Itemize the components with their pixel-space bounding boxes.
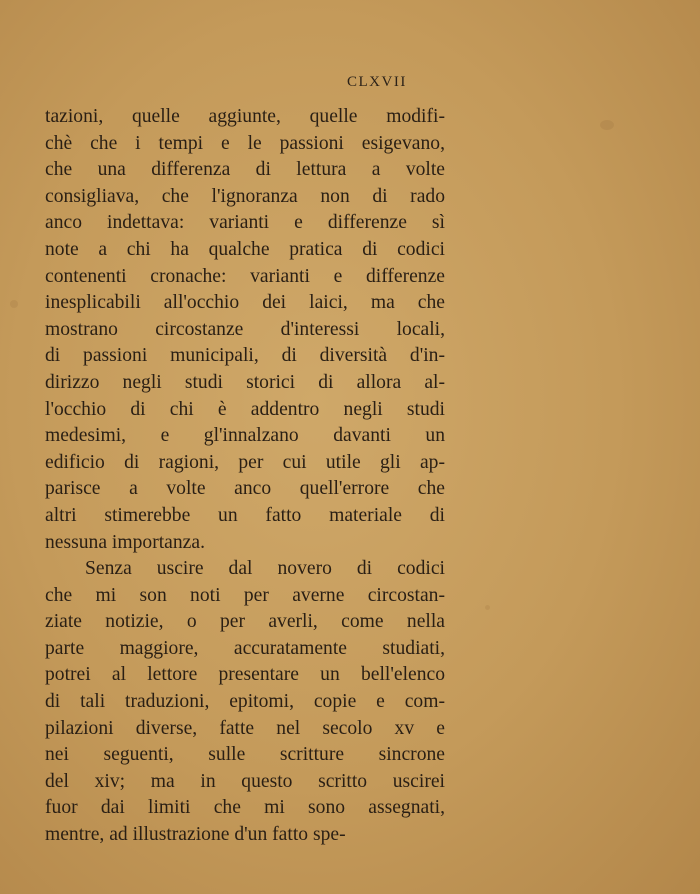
text-line: ziate notizie, o per averli, come nella: [45, 611, 445, 633]
text-line: nessuna importanza.: [45, 531, 205, 553]
text-line: anco indettava: varianti e differenze sì: [45, 212, 445, 234]
text-line: di passioni municipali, di diversità d'in-: [45, 345, 445, 367]
text-line: consigliava, che l'ignoranza non di rado: [45, 185, 445, 207]
text-line: mentre, ad illustrazione d'un fatto spe-: [45, 824, 346, 846]
body-text: [45, 104, 445, 849]
paragraph: [45, 556, 445, 849]
paper-spot: [10, 300, 18, 308]
text-line: contenenti cronache: varianti e differenze: [45, 265, 445, 287]
text-line: fuor dai limiti che mi sono assegnati,: [45, 797, 445, 819]
text-line: nei seguenti, sulle scritture sincrone: [45, 744, 445, 766]
text-line: chè che i tempi e le passioni esigevano,: [45, 132, 445, 154]
paper-spot: [485, 605, 490, 610]
paper-spot: [600, 120, 614, 130]
text-line: Senza uscire dal novero di codici: [85, 558, 445, 580]
text-line: medesimi, e gl'innalzano davanti un: [45, 425, 445, 447]
text-line: del xiv; ma in questo scritto uscirei: [45, 770, 445, 792]
text-line: altri stimerebbe un fatto materiale di: [45, 504, 445, 526]
text-line: edificio di ragioni, per cui utile gli ap-: [45, 451, 445, 473]
text-line: potrei al lettore presentare un bell'elenco: [45, 664, 445, 686]
text-line: inesplicabili all'occhio dei laici, ma che: [45, 292, 445, 314]
text-line: note a chi ha qualche pratica di codici: [45, 238, 445, 260]
text-line: parte maggiore, accuratamente studiati,: [45, 637, 445, 659]
text-line: di tali traduzioni, epitomi, copie e com-: [45, 691, 445, 713]
text-line: l'occhio di chi è addentro negli studi: [45, 398, 445, 420]
page-number: CLXVII: [347, 74, 407, 90]
text-line: mostrano circostanze d'interessi locali,: [45, 318, 445, 340]
text-line: parisce a volte anco quell'errore che: [45, 478, 445, 500]
text-line: che mi son noti per averne circostan-: [45, 584, 445, 606]
paragraph: [45, 104, 445, 556]
text-line: che una differenza di lettura a volte: [45, 159, 445, 181]
text-line: pilazioni diverse, fatte nel secolo xv e: [45, 717, 445, 739]
text-line: dirizzo negli studi storici di allora al-: [45, 371, 445, 393]
text-line: tazioni, quelle aggiunte, quelle modifi-: [45, 106, 445, 127]
